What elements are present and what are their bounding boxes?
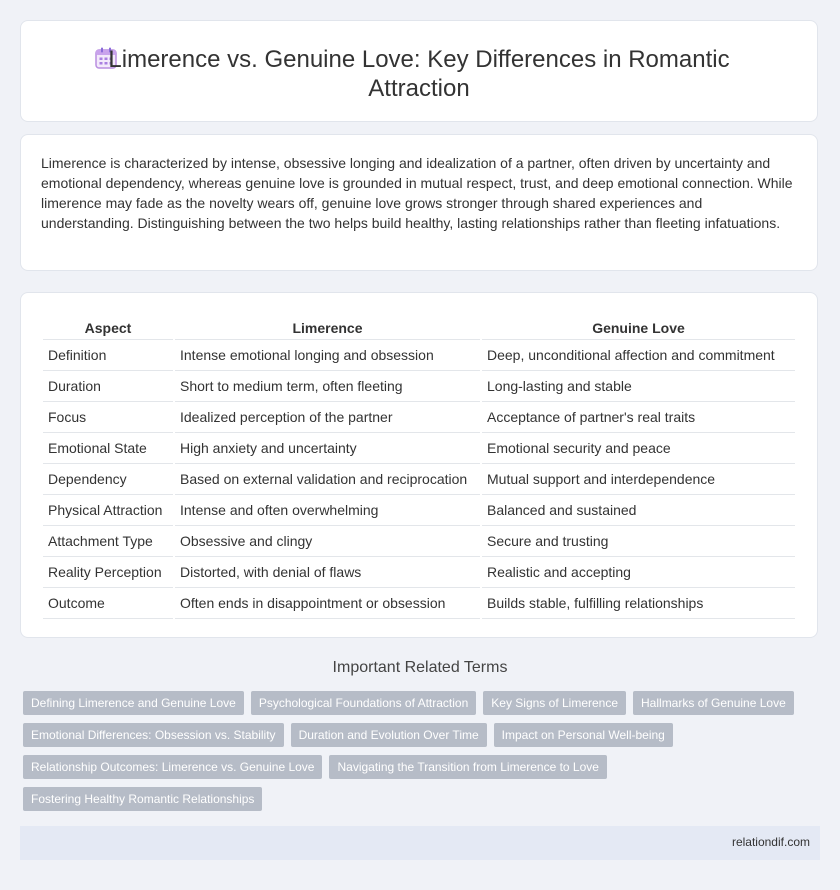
table-header-row [43,315,795,340]
cell-limerence: Obsessive and clingy [174,526,481,557]
tag-row [23,723,823,747]
cell-genuine-love: Mutual support and interdependence [481,464,795,495]
cell-limerence: Idealized perception of the partner [174,402,481,433]
table-row [43,464,795,495]
footer-site[interactable]: relationdif.com [731,835,810,849]
table-row [43,588,795,619]
related-term-tag[interactable]: Relationship Outcomes: Limerence vs. Genuine Love [23,755,322,779]
table-row [43,340,795,371]
tag-row [23,755,823,779]
page-title: Limerence vs. Genuine Love: Key Differences in Romantic Attraction [108,46,730,102]
header-genuine-love: Genuine Love [481,315,795,340]
cell-genuine-love: Long-lasting and stable [481,371,795,402]
footer [20,826,820,860]
related-term-tag[interactable]: Fostering Healthy Romantic Relationships [23,787,262,811]
related-term-tag[interactable]: Defining Limerence and Genuine Love [23,691,244,715]
cell-aspect: Duration [43,371,174,402]
related-term-tag[interactable]: Navigating the Transition from Limerence to Love [329,755,606,779]
related-terms-heading: Important Related Terms [332,659,508,676]
table-row [43,371,795,402]
cell-aspect: Focus [43,402,174,433]
cell-limerence: Short to medium term, often fleeting [174,371,481,402]
cell-limerence: Intense emotional longing and obsession [174,340,481,371]
related-term-tag[interactable]: Emotional Differences: Obsession vs. Stability [23,723,284,747]
cell-aspect: Reality Perception [43,557,174,588]
related-term-tag[interactable]: Duration and Evolution Over Time [291,723,487,747]
comparison-card [20,292,818,638]
tag-row [23,787,823,811]
cell-aspect: Physical Attraction [43,495,174,526]
intro-paragraph: Limerence is characterized by intense, obsessive longing and idealization of a partner, often driven by uncertainty and emotional dependency, whereas genuine love is grounded in mutual respect, trust, and deep emotional connection. While limerence may fade as the novelty wears off, genuine love grows stronger through shared experiences and understanding. Distinguishing between the two helps build healthy, lasting relationships rather than fleeting infatuations. [41,155,793,231]
table-row [43,495,795,526]
cell-genuine-love: Deep, unconditional affection and commitment [481,340,795,371]
comparison-table [43,315,795,619]
table-row [43,526,795,557]
table-row [43,557,795,588]
cell-limerence: Intense and often overwhelming [174,495,481,526]
intro-card [20,134,818,271]
related-term-tag[interactable]: Psychological Foundations of Attraction [251,691,476,715]
cell-aspect: Attachment Type [43,526,174,557]
cell-genuine-love: Balanced and sustained [481,495,795,526]
cell-limerence: Distorted, with denial of flaws [174,557,481,588]
table-row [43,433,795,464]
tag-row [23,691,823,715]
cell-aspect: Outcome [43,588,174,619]
title-wrap [21,45,817,103]
header-aspect: Aspect [43,315,174,340]
related-term-tag[interactable]: Impact on Personal Well-being [494,723,673,747]
related-term-tag[interactable]: Hallmarks of Genuine Love [633,691,794,715]
cell-limerence: Based on external validation and reciprocation [174,464,481,495]
cell-limerence: Often ends in disappointment or obsession [174,588,481,619]
cell-aspect: Dependency [43,464,174,495]
cell-genuine-love: Emotional security and peace [481,433,795,464]
cell-genuine-love: Builds stable, fulfilling relationships [481,588,795,619]
cell-genuine-love: Secure and trusting [481,526,795,557]
cell-limerence: High anxiety and uncertainty [174,433,481,464]
title-card [20,20,818,122]
related-term-tag[interactable]: Key Signs of Limerence [483,691,626,715]
header-limerence: Limerence [174,315,481,340]
cell-genuine-love: Acceptance of partner's real traits [481,402,795,433]
cell-aspect: Emotional State [43,433,174,464]
cell-aspect: Definition [43,340,174,371]
cell-genuine-love: Realistic and accepting [481,557,795,588]
related-terms-list [23,691,823,819]
table-row [43,402,795,433]
